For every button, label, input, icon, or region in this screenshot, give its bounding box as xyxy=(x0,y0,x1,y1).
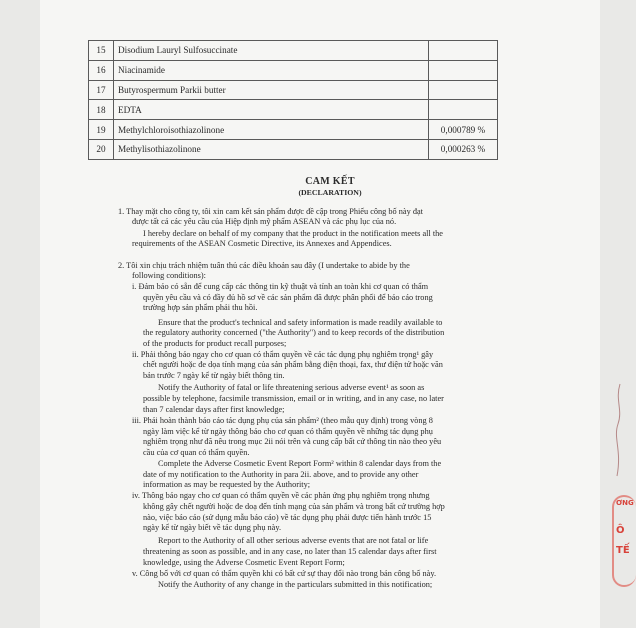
declaration-subtitle: (DECLARATION) xyxy=(298,188,362,197)
row-number: 19 xyxy=(89,120,114,140)
text-line: 2. Tôi xin chịu trách nhiệm tuân thủ các điều khoản sau đây (I undertake to abide by the xyxy=(118,261,410,270)
ingredient-name: Niacinamide xyxy=(114,60,429,80)
row-number: 15 xyxy=(89,41,114,61)
ingredient-value xyxy=(429,100,498,120)
text-line: iii. Phải hoàn thành báo cáo tác dụng phụ của sản phẩm² (theo mẫu quy định) trong vòng 8 xyxy=(132,416,433,425)
text-line: threatening as soon as possible, and in any case, no later than 15 calendar days after first xyxy=(143,547,437,556)
text-line: trường hợp sản phẩm phải thu hồi. xyxy=(143,303,258,312)
text-line: information as may be requested by the Authority; xyxy=(143,480,311,489)
stamp-text: TẾ xyxy=(616,545,630,556)
text-line: following conditions): xyxy=(132,271,206,280)
text-line: Report to the Authority of all other serious adverse events that are not fatal or life xyxy=(158,536,429,545)
row-number: 16 xyxy=(89,60,114,80)
text-line: ngày kể từ ngày biết về tác dụng phụ này. xyxy=(143,523,282,532)
declaration-title: CAM KẾT xyxy=(305,176,355,187)
ingredient-name: Methylchloroisothiazolinone xyxy=(114,120,429,140)
text-line: chết người hoặc đe dọa tính mạng của sản phẩm bằng điện thoại, fax, thư điện tử hoặc văn xyxy=(143,360,443,369)
text-line: cầu của cơ quan có thẩm quyền. xyxy=(143,448,250,457)
row-number: 20 xyxy=(89,139,114,159)
ingredient-name: EDTA xyxy=(114,100,429,120)
row-number: 17 xyxy=(89,80,114,100)
text-line: bản trước 7 ngày kể từ ngày biết thông tin. xyxy=(143,371,285,380)
text-line: nghiêm trọng như đã nêu trong mục 2ii nói trên và cung cấp bất cứ thông tin nào theo yêu xyxy=(143,437,442,446)
text-line: the regulatory authority concerned ("the Authority") and to keep records of the distribution xyxy=(143,328,445,337)
ingredient-value xyxy=(429,80,498,100)
stamp-ring xyxy=(612,495,636,587)
text-line: possible by telephone, facsimile transmission, email or in writing, and in any case, no later xyxy=(143,394,444,403)
table-row xyxy=(89,120,498,140)
text-line: nào, việc báo cáo (sử dụng mẫu báo cáo) về tác dụng phụ phải được tiến hành trước 15 xyxy=(143,513,432,522)
text-line: requirements of the ASEAN Cosmetic Directive, its Annexes and Appendices. xyxy=(132,239,392,248)
row-number: 18 xyxy=(89,100,114,120)
text-line: quyền yêu cầu và có đầy đủ hồ sơ về các sản phẩm đã được phân phối để báo cáo trong xyxy=(143,293,433,302)
stamp-text: ƠNG xyxy=(616,499,634,507)
ingredient-name: Butyrospermum Parkii butter xyxy=(114,80,429,100)
text-line: iv. Thông báo ngay cho cơ quan có thẩm quyền về các phản ứng phụ nghiêm trọng nhưng xyxy=(132,491,430,500)
text-line: không gây chết người hoặc đe doạ đến tính mạng của sản phẩm và trong bất cứ trường hợp xyxy=(143,502,445,511)
text-line: ngày làm việc kể từ ngày thông báo cho cơ quan có thẩm quyền về những tác dụng phụ xyxy=(143,427,433,436)
table-row xyxy=(89,100,498,120)
text-line: ii. Phải thông báo ngay cho cơ quan có thẩm quyền về các tác dụng phụ nghiêm trọng¹ gây xyxy=(132,350,434,359)
text-line: được tất cả các yêu cầu của Hiệp định mỹ phẩm ASEAN và các phụ lục của nó. xyxy=(132,217,397,226)
text-line: date of my notification to the Authority in para 2ii. above, and to provide any other xyxy=(143,470,419,479)
red-stamp xyxy=(604,495,634,585)
text-line: Ensure that the product's technical and safety information is made readily available to xyxy=(158,318,443,327)
ingredient-name: Disodium Lauryl Sulfosuccinate xyxy=(114,41,429,61)
text-line: Notify the Authority of any change in the particulars submitted in this notification; xyxy=(158,580,433,589)
ingredient-table xyxy=(88,40,498,160)
table-row xyxy=(89,41,498,61)
ingredient-name: Methylisothiazolinone xyxy=(114,139,429,159)
ingredient-value: 0,000263 % xyxy=(429,139,498,159)
ingredient-value xyxy=(429,41,498,61)
text-line: 1. Thay mặt cho công ty, tôi xin cam kết sản phẩm được đề cập trong Phiếu công bố này đạt xyxy=(118,207,423,216)
text-line: i. Đảm bảo có sẵn để cung cấp các thông tin kỹ thuật và tính an toàn khi cơ quan có thẩm xyxy=(132,282,429,291)
text-line: of the products for product recall purposes; xyxy=(143,339,287,348)
text-line: knowledge, using the Adverse Cosmetic Event Report Form; xyxy=(143,558,345,567)
stamp-text: Ô xyxy=(616,525,625,536)
signature-mark xyxy=(612,380,626,480)
ingredient-value xyxy=(429,60,498,80)
table-row xyxy=(89,60,498,80)
text-line: Notify the Authority of fatal or life threatening serious adverse event¹ as soon as xyxy=(158,383,425,392)
ingredient-value: 0,000789 % xyxy=(429,120,498,140)
text-line: Complete the Adverse Cosmetic Event Report Form² within 8 calendar days from the xyxy=(158,459,442,468)
table-row xyxy=(89,80,498,100)
text-line: I hereby declare on behalf of my company that the product in the notification meets all the xyxy=(143,229,443,238)
text-line: v. Công bố với cơ quan có thẩm quyền khi có bất cứ sự thay đổi nào trong bản công bố này. xyxy=(132,569,437,578)
table-row xyxy=(89,139,498,159)
text-line: than 7 calendar days after first knowledge; xyxy=(143,405,285,414)
